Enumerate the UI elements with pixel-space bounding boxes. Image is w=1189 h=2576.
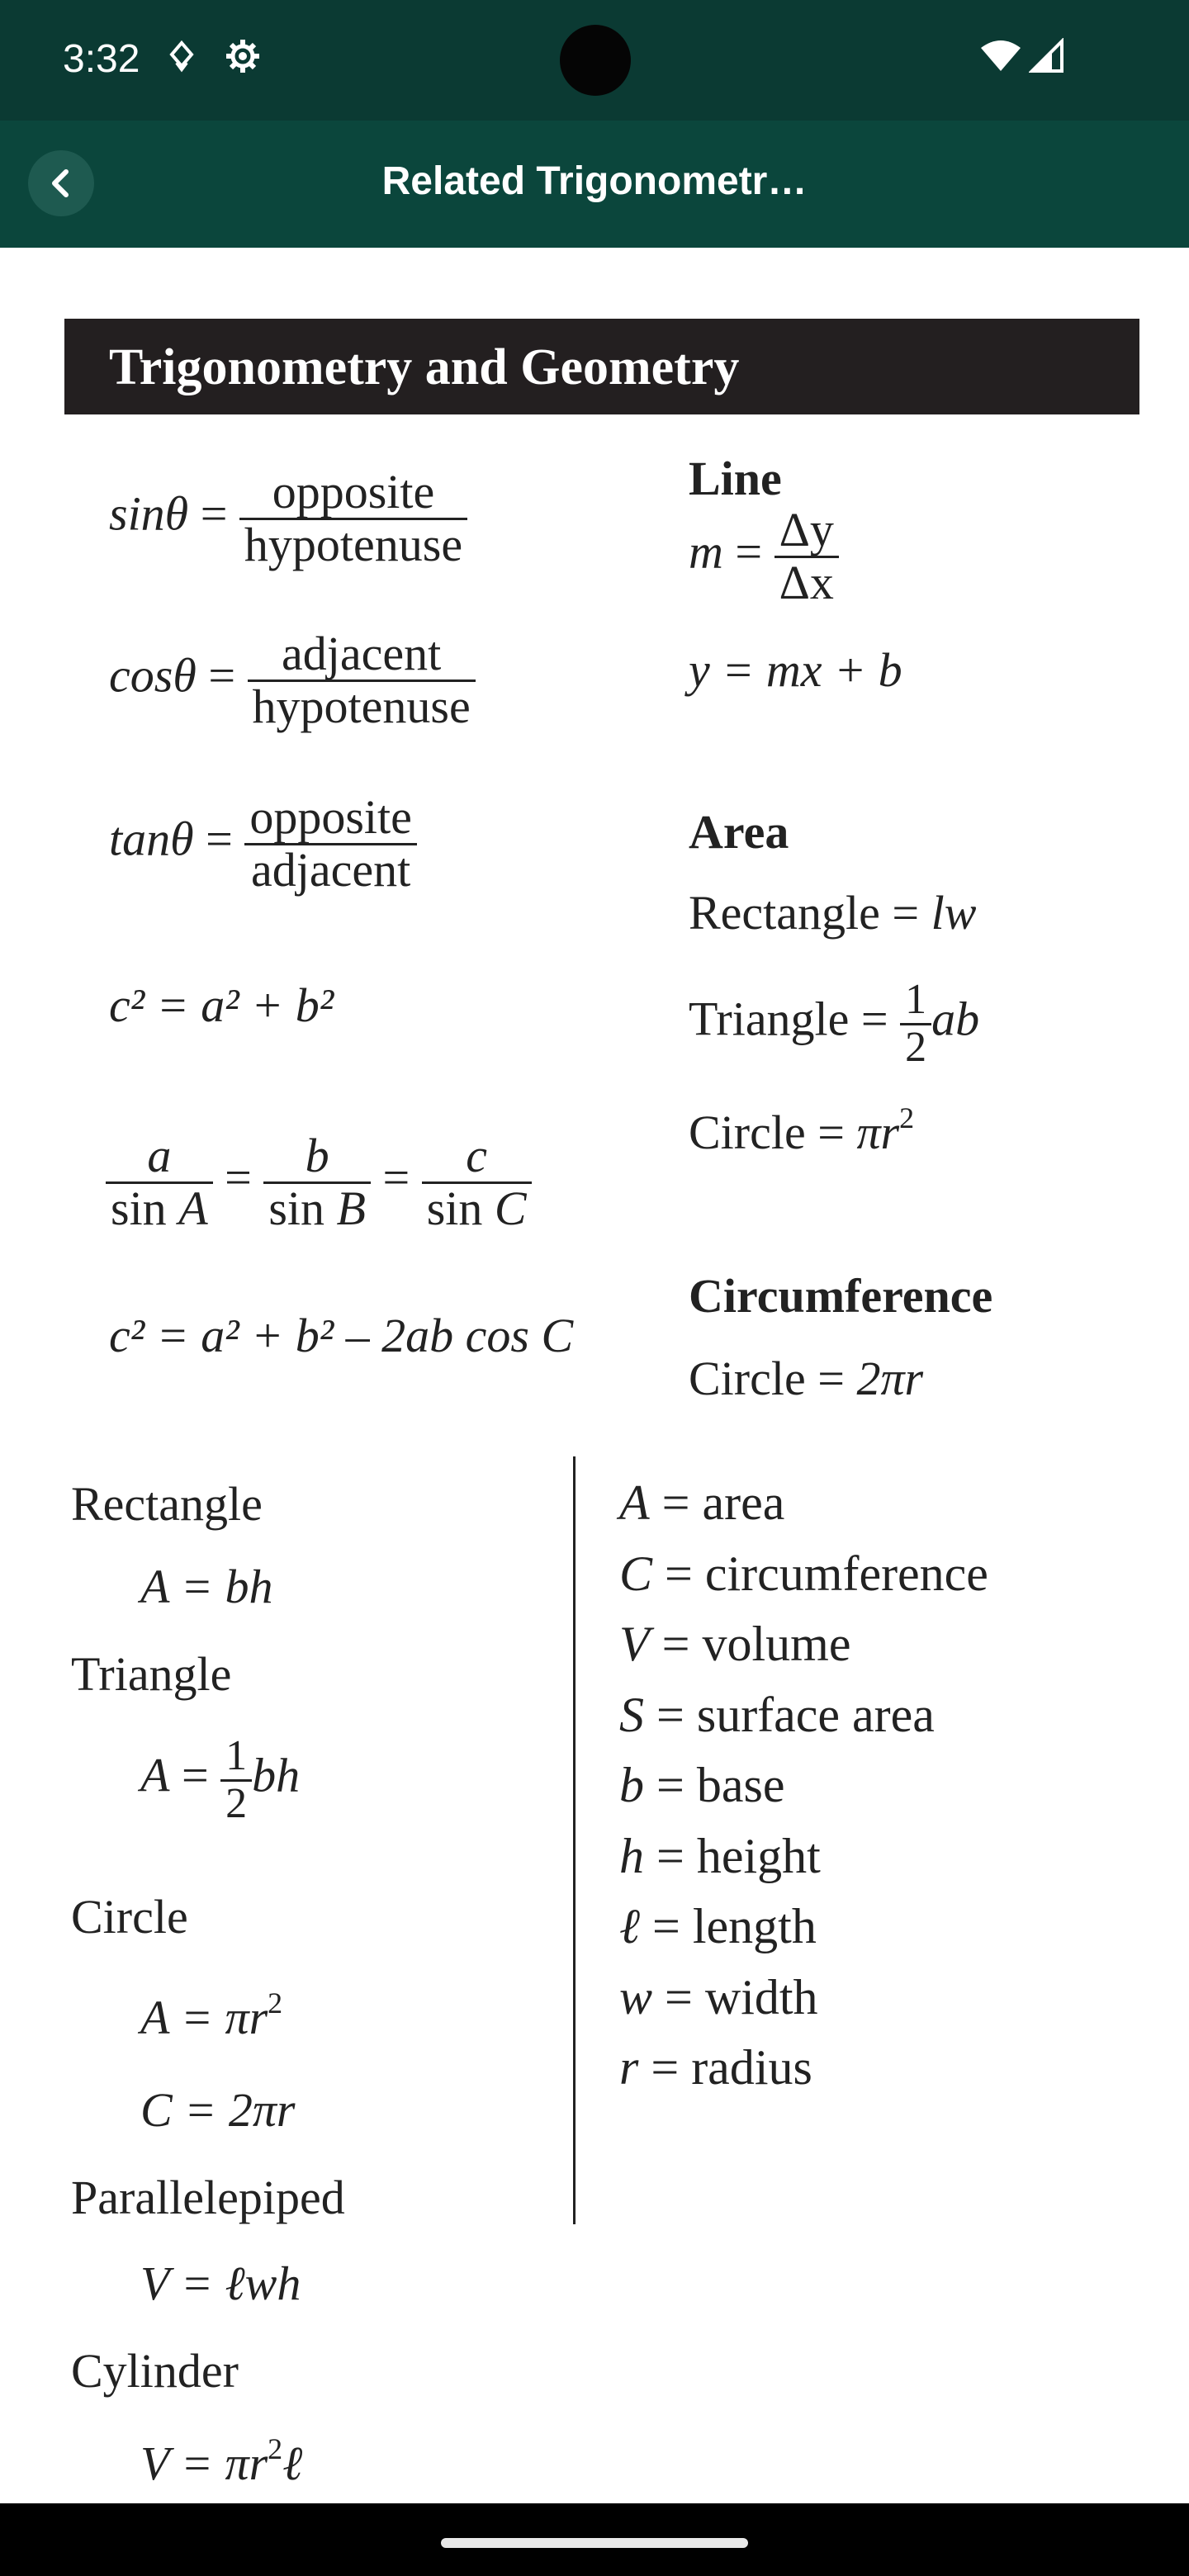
glossary-row: V = volume bbox=[619, 1617, 851, 1671]
glossary-symbol: A bbox=[619, 1475, 650, 1530]
camera-cutout bbox=[560, 25, 631, 96]
circumference-formula: Circle = 2πr bbox=[689, 1352, 924, 1405]
glossary-row: A = area bbox=[619, 1475, 785, 1530]
glossary-symbol: w bbox=[619, 1969, 653, 2024]
section-banner bbox=[64, 319, 1139, 414]
glossary-definition: base bbox=[696, 1758, 785, 1812]
circumference-heading: Circumference bbox=[689, 1269, 993, 1323]
glossary-row: b = base bbox=[619, 1758, 785, 1812]
glossary-symbol: ℓ bbox=[619, 1899, 640, 1953]
circle-area-formula: Circle = $\pi r^2$ bbox=[689, 1101, 915, 1159]
tan-denominator: adjacent bbox=[251, 842, 411, 897]
wifi-icon bbox=[979, 38, 1022, 74]
glossary-row: C = circumference bbox=[619, 1546, 988, 1601]
shape-circle-area-value: A = πr bbox=[140, 1991, 268, 2044]
line-heading: Line bbox=[689, 452, 782, 505]
rectangle-area-value: lw bbox=[931, 886, 977, 940]
sin-formula: sinθ = $\frac{\text{opposite}}{\text{hypotenuse}}$ bbox=[109, 467, 467, 571]
glossary-definition: surface area bbox=[696, 1687, 935, 1742]
glossary-row: h = height bbox=[619, 1828, 821, 1883]
shape-triangle-value: bh bbox=[252, 1748, 301, 1802]
glossary-symbol: S bbox=[619, 1687, 644, 1742]
section-banner-title: Trigonometry and Geometry bbox=[109, 339, 740, 395]
cos-formula: cosθ = $\frac{\text{adjacent}}{\text{hypotenuse}}$ bbox=[109, 629, 476, 732]
glossary-definition: radius bbox=[691, 2040, 812, 2095]
shape-cylinder-label: Cylinder bbox=[71, 2344, 239, 2398]
shape-rectangle-formula: A = bh bbox=[140, 1560, 273, 1613]
glossary-symbol: b bbox=[619, 1758, 644, 1812]
glossary-definition: volume bbox=[702, 1617, 851, 1671]
shape-cylinder-value: V = πr bbox=[140, 2436, 268, 2490]
shape-rectangle-label: Rectangle bbox=[71, 1477, 263, 1531]
law-of-cosines-formula: c² = a² + b² – 2ab cos C bbox=[109, 1309, 574, 1362]
glossary-row: r = radius bbox=[619, 2040, 812, 2095]
glossary-row: ℓ = length bbox=[619, 1899, 817, 1953]
law-of-sines-formula: $\frac{a}{\text{sin A}}$ = $\frac{b}{\text{sin B}}$ = $\frac{c}{\text{sin C}}$ bbox=[106, 1131, 532, 1234]
area-heading: Area bbox=[689, 805, 789, 859]
cos-denominator: hypotenuse bbox=[252, 679, 471, 733]
shape-triangle-label: Triangle bbox=[71, 1647, 232, 1701]
triangle-area-value: ab bbox=[931, 992, 980, 1046]
page-title: Related Trigonometr… bbox=[381, 159, 808, 203]
status-bar bbox=[0, 0, 1189, 121]
tan-formula: tanθ = $\frac{\text{opposite}}{\text{adjacent}}$ bbox=[109, 793, 417, 896]
glossary-definition: circumference bbox=[704, 1546, 988, 1601]
slope-dx: Δx bbox=[779, 555, 834, 609]
pythagorean-formula: c² = a² + b² bbox=[109, 978, 334, 1032]
cos-numerator: adjacent bbox=[248, 629, 476, 682]
shape-triangle-formula: A = $\frac{1}{2}$ bh bbox=[140, 1732, 301, 1827]
glossary-row: S = surface area bbox=[619, 1687, 935, 1742]
column-divider bbox=[573, 1456, 576, 2224]
app-bar bbox=[0, 121, 1189, 248]
rectangle-area-formula: Rectangle = lw bbox=[689, 886, 977, 940]
shape-circle-label: Circle bbox=[71, 1890, 188, 1944]
signal-icon bbox=[1029, 38, 1065, 74]
shape-parallelepiped-formula: V = ℓwh bbox=[140, 2256, 301, 2310]
shape-circle-area-formula: $A = \pi r^2$ bbox=[140, 1986, 283, 2044]
tan-lhs: tanθ bbox=[109, 812, 194, 866]
status-time: 3:32 bbox=[63, 37, 140, 81]
triangle-area-label: Triangle bbox=[689, 992, 850, 1046]
glossary-definition: length bbox=[692, 1899, 817, 1953]
glossary-definition: width bbox=[704, 1969, 818, 2024]
sin-numerator: opposite bbox=[239, 467, 467, 520]
shape-cylinder-formula: $V = \pi r^2\ell$ bbox=[140, 2432, 303, 2490]
line-equation: y = mx + b bbox=[689, 643, 902, 697]
cos-lhs: cosθ bbox=[109, 648, 197, 703]
triangle-area-formula: Triangle = $\frac{1}{2}$ ab bbox=[689, 976, 980, 1071]
slope-formula: m = $\frac{\Delta y}{\Delta x}$ bbox=[689, 505, 839, 608]
slope-dy: Δy bbox=[775, 505, 839, 558]
tan-numerator: opposite bbox=[244, 793, 417, 845]
circumference-value: 2πr bbox=[856, 1352, 924, 1405]
sin-denominator: hypotenuse bbox=[244, 517, 463, 571]
circle-area-value: πr bbox=[856, 1106, 900, 1159]
glossary-definition: height bbox=[696, 1828, 821, 1883]
sin-lhs: sinθ bbox=[109, 486, 189, 541]
rectangle-area-label: Rectangle bbox=[689, 886, 880, 940]
shape-circle-circumference-formula: C = 2πr bbox=[140, 2083, 296, 2137]
glossary-symbol: V bbox=[619, 1617, 650, 1671]
glossary-symbol: r bbox=[619, 2040, 639, 2095]
glossary-definition: area bbox=[702, 1475, 785, 1530]
glossary-symbol: h bbox=[619, 1828, 644, 1883]
data-saver-icon bbox=[163, 38, 200, 74]
circumference-label: Circle bbox=[689, 1352, 806, 1405]
home-indicator[interactable] bbox=[441, 2538, 748, 2548]
settings-gear-icon bbox=[225, 38, 261, 74]
glossary-row: w = width bbox=[619, 1969, 818, 2024]
glossary-symbol: C bbox=[619, 1546, 653, 1601]
shape-parallelepiped-label: Parallelepiped bbox=[71, 2171, 345, 2224]
circle-area-label: Circle bbox=[689, 1106, 806, 1159]
slope-m: m bbox=[689, 524, 723, 579]
